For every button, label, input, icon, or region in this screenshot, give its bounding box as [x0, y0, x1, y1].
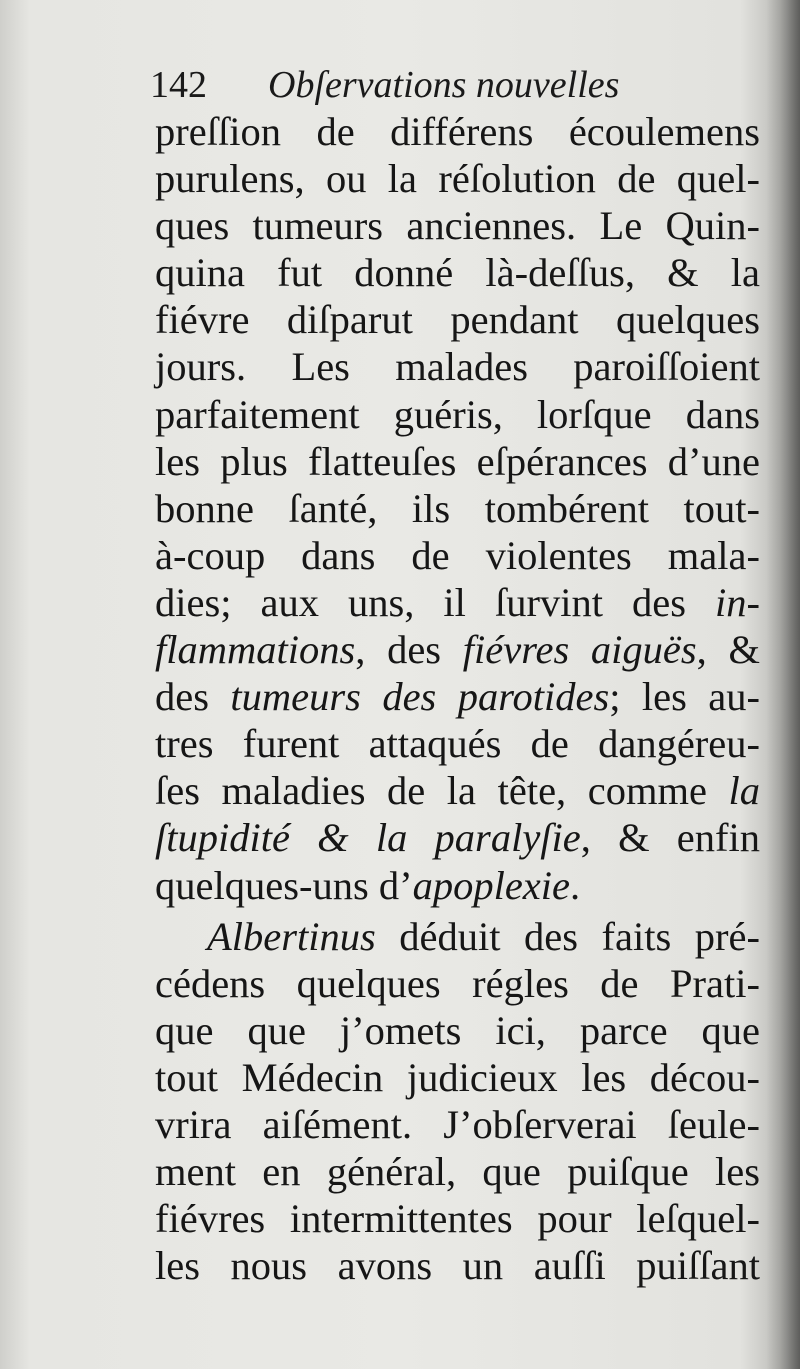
text-line: fiévre diſparut pendant quelques: [155, 297, 760, 343]
page-gutter-shadow: [766, 0, 800, 1369]
text-line: [155, 814, 760, 861]
text-line: [155, 579, 760, 626]
text-segment: déduit des faits pré-: [375, 913, 760, 959]
text-line: à-coup dans de violentes mala-: [155, 532, 760, 578]
text-segment: ; les au-: [609, 674, 760, 720]
text-line: bonne ſanté, ils tombérent tout-: [155, 485, 760, 531]
body-text: [155, 108, 760, 1289]
text-segment: dies; aux uns, il ſurvint des: [155, 579, 715, 625]
italic-segment: la: [728, 768, 760, 814]
italic-segment: apoplexie: [412, 862, 571, 908]
text-line: tout Médecin judicieux les décou-: [155, 1054, 760, 1100]
text-line: [155, 673, 760, 720]
italic-segment: tumeurs des parotides: [230, 674, 610, 720]
italic-segment: flammations: [155, 627, 356, 673]
italic-segment: fiévres aiguës: [462, 627, 697, 673]
page-number: 142: [150, 64, 207, 106]
text-segment: , & enfin: [580, 815, 760, 861]
text-line: vrira aiſément. J’obſerverai ſeule-: [155, 1101, 760, 1147]
text-line: ques tumeurs anciennes. Le Quin-: [155, 203, 760, 249]
text-line: tres furent attaqués de dangéreu-: [155, 721, 760, 767]
text-line: les plus flatteuſes eſpérances d’une: [155, 438, 760, 484]
text-line: fiévres intermittentes pour leſquel-: [155, 1196, 760, 1242]
text-line: ment en général, que puiſque les: [155, 1149, 760, 1195]
italic-segment: in-: [715, 579, 760, 625]
text-line: [155, 767, 760, 814]
text-segment: ſes maladies de la tête, comme: [155, 768, 729, 814]
text-line: que que j’omets ici, parce que: [155, 1007, 760, 1053]
text-segment: , des: [355, 627, 463, 673]
text-line: purulens, ou la réſolution de quel-: [155, 156, 760, 202]
text-line: [155, 626, 760, 673]
text-segment: des: [155, 674, 231, 720]
text-line: [155, 862, 760, 909]
text-line: jours. Les malades paroiſſoient: [155, 344, 760, 390]
text-segment: quelques-uns d’: [155, 862, 413, 908]
text-segment: .: [570, 862, 581, 908]
text-line: [155, 913, 760, 960]
text-line: parfaitement guéris, lorſque dans: [155, 391, 760, 437]
text-segment: , &: [696, 627, 760, 673]
text-line: preſſion de différens écoulemens: [155, 109, 760, 154]
running-title: Obſervations nouvelles: [268, 64, 620, 106]
page-header: [150, 60, 760, 110]
italic-segment: ſtupidité & la paralyſie: [155, 815, 581, 861]
italic-segment: Albertinus: [207, 913, 376, 959]
text-line: les nous avons un auſſi puiſſant: [155, 1243, 760, 1289]
text-line: quina fut donné là-deſſus, & la: [155, 250, 760, 296]
text-line: cédens quelques régles de Prati-: [155, 960, 760, 1006]
